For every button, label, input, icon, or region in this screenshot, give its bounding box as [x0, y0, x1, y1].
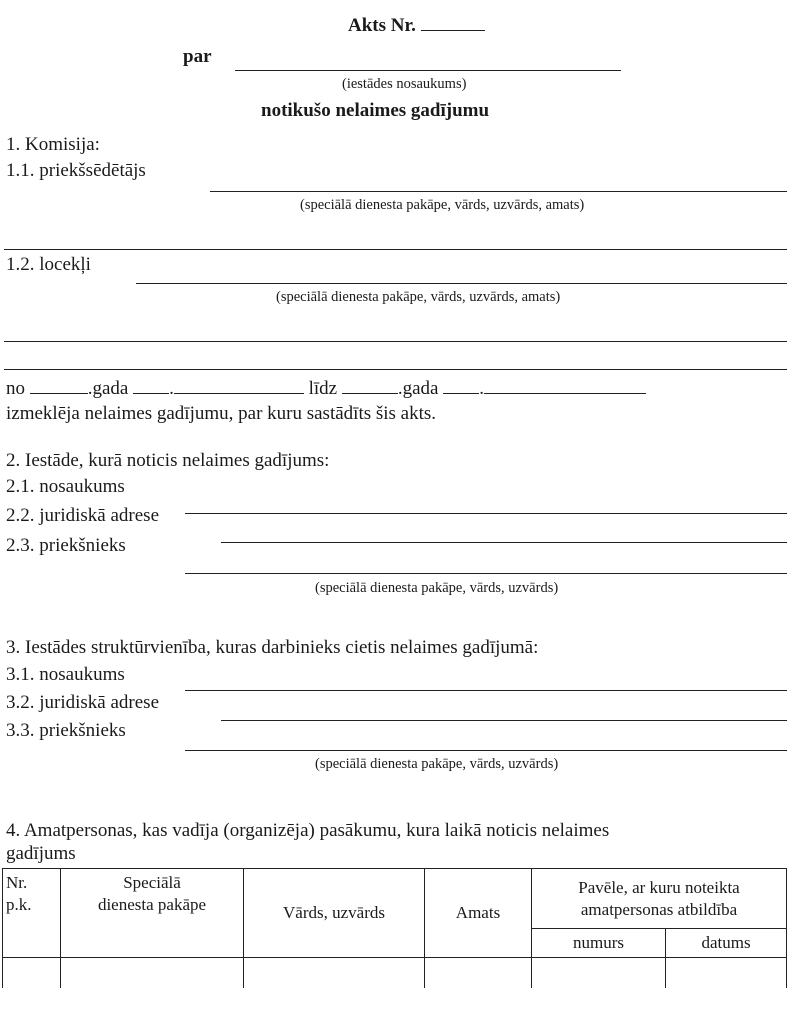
cell-position[interactable]	[425, 958, 532, 989]
cell-order-number[interactable]	[532, 958, 666, 989]
officials-table	[2, 868, 787, 988]
members-extra-line-2[interactable]	[4, 369, 787, 370]
section-4-heading-line-2: gadījums	[6, 843, 76, 864]
until-month-field[interactable]	[484, 377, 646, 394]
col-header-order-line-2: amatpersonas atbildība	[580, 899, 738, 919]
institution-head-label: 2.3. priekšnieks	[6, 535, 126, 556]
col-header-order-line-1: Pavēle, ar kuru noteikta	[578, 877, 740, 897]
unit-head-input[interactable]	[185, 750, 787, 751]
par-label: par	[183, 46, 212, 67]
members-field[interactable]	[136, 283, 787, 284]
unit-head-caption: (speciālā dienesta pakāpe, vārds, uzvārds)	[315, 756, 559, 772]
members-label: 1.2. locekļi	[6, 254, 91, 275]
col-header-order	[532, 869, 787, 929]
institution-name-caption: (iestādes nosaukums)	[342, 76, 467, 92]
until-dot: .	[479, 378, 484, 399]
until-year-field[interactable]	[342, 377, 398, 394]
from-label: no	[6, 378, 25, 399]
institution-head-caption: (speciālā dienesta pakāpe, vārds, uzvārds)	[315, 580, 559, 596]
until-label: līdz	[308, 378, 338, 399]
col-header-nr-line-2: p.k.	[6, 895, 32, 914]
col-header-nr	[3, 869, 61, 958]
cell-name[interactable]	[244, 958, 425, 989]
section-1-heading: 1. Komisija:	[6, 134, 100, 155]
col-header-nr-line-1: Nr.	[6, 873, 28, 892]
table-header-row-1	[3, 869, 787, 929]
title-text: Akts Nr.	[348, 15, 416, 36]
institution-name-label: 2.1. nosaukums	[6, 476, 125, 497]
cell-order-date[interactable]	[666, 958, 787, 989]
institution-address-label: 2.2. juridiskā adrese	[6, 505, 160, 526]
col-header-name: Vārds, uzvārds	[244, 869, 425, 958]
col-header-rank-line-1: Speciālā	[123, 873, 181, 892]
members-extra-line-1[interactable]	[4, 341, 787, 342]
from-year-field[interactable]	[30, 377, 88, 394]
chair-label: 1.1. priekšsēdētājs	[6, 160, 146, 181]
section-3-heading: 3. Iestādes struktūrvienība, kuras darbinieks cietis nelaimes gadījumā:	[6, 637, 539, 658]
until-year-suffix: .gada	[397, 378, 439, 399]
document-subtitle: notikušo nelaimes gadījumu	[261, 100, 490, 121]
from-year-suffix: .gada	[87, 378, 129, 399]
cell-nr[interactable]	[3, 958, 61, 989]
col-header-order-number: numurs	[532, 929, 666, 958]
section-4-heading-line-1: 4. Amatpersonas, kas vadīja (organizēja) pasākumu, kura laikā noticis nelaimes	[6, 820, 610, 841]
chair-field[interactable]	[210, 191, 787, 192]
period-row	[6, 377, 646, 400]
col-header-rank-line-2: dienesta pakāpe	[97, 895, 207, 914]
unit-address-label: 3.2. juridiskā adrese	[6, 692, 160, 713]
act-number-field[interactable]	[421, 14, 485, 31]
col-header-position: Amats	[425, 869, 532, 958]
until-day-field[interactable]	[443, 377, 479, 394]
document-title	[348, 14, 485, 37]
unit-name-input[interactable]	[185, 690, 787, 691]
investigation-conclusion: izmeklēja nelaimes gadījumu, par kuru sastādīts šis akts.	[6, 403, 437, 424]
from-dot: .	[169, 378, 174, 399]
section-2-heading: 2. Iestāde, kurā noticis nelaimes gadījums:	[6, 450, 330, 471]
from-month-field[interactable]	[174, 377, 304, 394]
unit-address-input[interactable]	[221, 720, 787, 721]
from-day-field[interactable]	[133, 377, 169, 394]
col-header-order-date: datums	[666, 929, 787, 958]
cell-rank[interactable]	[61, 958, 244, 989]
institution-name-field[interactable]	[235, 70, 621, 71]
unit-name-label: 3.1. nosaukums	[6, 664, 125, 685]
table-row	[3, 958, 787, 989]
chair-caption: (speciālā dienesta pakāpe, vārds, uzvārds, amats)	[300, 197, 585, 213]
col-header-rank	[61, 869, 244, 958]
members-caption: (speciālā dienesta pakāpe, vārds, uzvārds, amats)	[276, 289, 561, 305]
chair-extra-line[interactable]	[4, 249, 787, 250]
institution-head-input[interactable]	[185, 573, 787, 574]
institution-name-input[interactable]	[185, 513, 787, 514]
institution-address-input[interactable]	[221, 542, 787, 543]
unit-head-label: 3.3. priekšnieks	[6, 720, 126, 741]
